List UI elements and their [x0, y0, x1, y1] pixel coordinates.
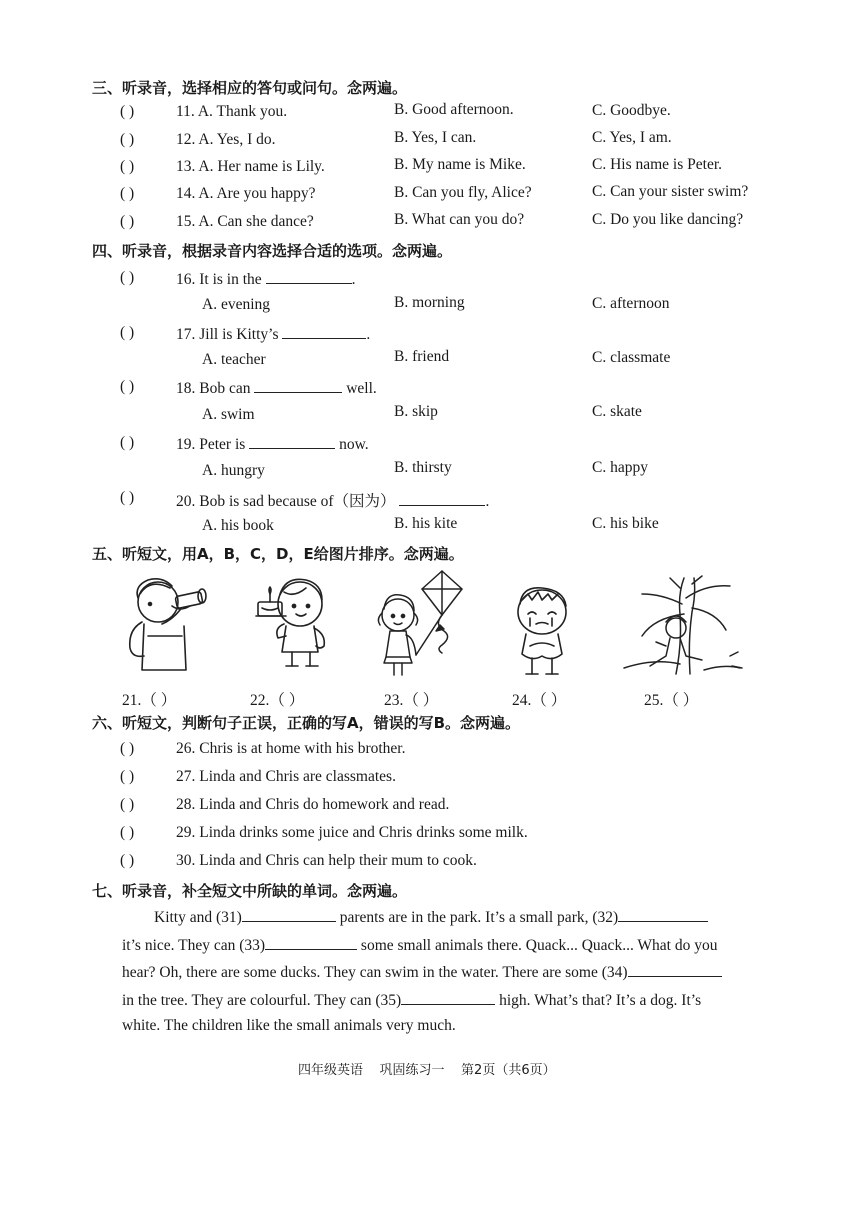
stem-end: .	[485, 493, 490, 510]
boy-sitting-under-tree-icon	[620, 574, 744, 678]
option-c: C. happy	[592, 459, 648, 476]
statement: 28. Linda and Chris do homework and read.	[176, 796, 450, 813]
option-a: A. evening	[202, 296, 271, 313]
answer-bracket[interactable]: ( )	[120, 269, 135, 286]
answer-blank[interactable]	[399, 491, 485, 506]
option-c: C. skate	[592, 403, 642, 420]
answer-bracket[interactable]: ( )	[120, 740, 135, 757]
option-a: A. his book	[202, 517, 274, 534]
option-a: 13. A. Her name is Lily.	[176, 158, 325, 175]
picture-label-25[interactable]: 25.（ ）	[644, 692, 699, 709]
answer-blank-33[interactable]	[265, 935, 357, 950]
passage-text: it’s nice. They can (33)	[122, 937, 266, 954]
stem-text: 18. Bob can	[176, 380, 251, 397]
option-a: 14. A. Are you happy?	[176, 185, 316, 202]
answer-blank[interactable]	[254, 378, 342, 393]
section-4-heading: 四、听录音，根据录音内容选择合适的选项。念两遍。	[92, 242, 453, 260]
statement: 27. Linda and Chris are classmates.	[176, 768, 396, 785]
stem-end: well.	[346, 380, 377, 397]
option-b: B. Can you fly, Alice?	[394, 184, 532, 201]
option-a: A. hungry	[202, 462, 265, 479]
answer-blank[interactable]	[249, 434, 335, 449]
answer-blank-31[interactable]	[242, 907, 336, 922]
option-a: 12. A. Yes, I do.	[176, 131, 276, 148]
girl-with-kite-icon	[372, 569, 472, 679]
stem-end: .	[351, 271, 356, 288]
passage-line-5: white. The children like the small animals very much.	[122, 1017, 456, 1034]
answer-bracket[interactable]: ( )	[120, 796, 135, 813]
statement: 30. Linda and Chris can help their mum to cook.	[176, 852, 477, 869]
passage-text: in the tree. They are colourful. They can (35)	[122, 992, 402, 1009]
answer-bracket[interactable]: ( )	[120, 489, 135, 506]
passage-line-1	[154, 907, 708, 927]
question-stem	[176, 324, 370, 344]
option-a: A. teacher	[202, 351, 266, 368]
option-c: C. his bike	[592, 515, 659, 532]
option-b: B. skip	[394, 403, 438, 420]
passage-text: parents are in the park. It’s a small park, (32)	[339, 909, 619, 926]
section-3-heading: 三、听录音，选择相应的答句或问句。念两遍。	[92, 79, 408, 97]
option-a: 15. A. Can she dance?	[176, 213, 314, 230]
section-5-heading: 五、听短文，用A，B，C，D，E给图片排序。念两遍。	[92, 545, 464, 563]
stem-text: 19. Peter is	[176, 436, 246, 453]
option-b: B. thirsty	[394, 459, 452, 476]
answer-bracket[interactable]: ( )	[120, 158, 135, 175]
option-c: C. classmate	[592, 349, 671, 366]
answer-bracket[interactable]: ( )	[120, 213, 135, 230]
answer-blank-32[interactable]	[618, 907, 708, 922]
stem-text: 16. It is in the	[176, 271, 262, 288]
option-a: A. swim	[202, 406, 255, 423]
stem-text: 17. Jill is Kitty’s	[176, 326, 279, 343]
answer-blank-34[interactable]	[628, 962, 722, 977]
answer-bracket[interactable]: ( )	[120, 824, 135, 841]
answer-blank[interactable]	[266, 269, 352, 284]
option-c: C. Goodbye.	[592, 102, 671, 119]
picture-label-24[interactable]: 24.（ ）	[512, 692, 567, 709]
passage-line-4	[122, 990, 701, 1010]
passage-text: high. What’s that? It’s a dog. It’s	[499, 992, 702, 1009]
option-c: C. Yes, I am.	[592, 129, 672, 146]
crying-boy-icon	[508, 586, 580, 678]
answer-bracket[interactable]: ( )	[120, 324, 135, 341]
option-c: C. Do you like dancing?	[592, 211, 744, 228]
section-7-heading: 七、听录音，补全短文中所缺的单词。念两遍。	[92, 882, 408, 900]
girl-with-cake-icon	[252, 578, 332, 672]
section-6-heading: 六、听短文，判断句子正误，正确的写A，错误的写B。念两遍。	[92, 714, 521, 732]
passage-line-3	[122, 962, 722, 982]
option-b: B. morning	[394, 294, 465, 311]
passage-text: some small animals there. Quack... Quack... What do you	[360, 937, 718, 954]
option-a: 11. A. Thank you.	[176, 103, 288, 120]
answer-blank-35[interactable]	[401, 990, 495, 1005]
answer-bracket[interactable]: ( )	[120, 434, 135, 451]
option-c: C. afternoon	[592, 295, 670, 312]
option-b: B. What can you do?	[394, 211, 525, 228]
option-b: B. Good afternoon.	[394, 101, 514, 118]
question-stem	[176, 269, 355, 289]
passage-text: Kitty and (31)	[154, 909, 242, 926]
picture-label-22[interactable]: 22.（ ）	[250, 692, 305, 709]
question-stem	[176, 434, 369, 454]
picture-label-21[interactable]: 21.（ ）	[122, 692, 177, 709]
page-footer: 四年级英语 巩固练习一 第2页（共6页）	[298, 1063, 556, 1078]
statement: 29. Linda drinks some juice and Chris drinks some milk.	[176, 824, 528, 841]
option-c: C. His name is Peter.	[592, 156, 723, 173]
passage-line-2	[122, 935, 717, 955]
question-stem	[176, 378, 377, 398]
stem-text: 20. Bob is sad because of（因为）	[176, 493, 396, 510]
answer-bracket[interactable]: ( )	[120, 131, 135, 148]
option-b: B. his kite	[394, 515, 458, 532]
answer-blank[interactable]	[282, 324, 366, 339]
option-b: B. Yes, I can.	[394, 129, 477, 146]
answer-bracket[interactable]: ( )	[120, 378, 135, 395]
answer-bracket[interactable]: ( )	[120, 103, 135, 120]
answer-bracket[interactable]: ( )	[120, 185, 135, 202]
stem-end: now.	[339, 436, 369, 453]
picture-label-23[interactable]: 23.（ ）	[384, 692, 439, 709]
answer-bracket[interactable]: ( )	[120, 768, 135, 785]
question-stem	[176, 489, 489, 511]
option-b: B. friend	[394, 348, 450, 365]
option-c: C. Can your sister swim?	[592, 183, 749, 200]
statement: 26. Chris is at home with his brother.	[176, 740, 406, 757]
answer-bracket[interactable]: ( )	[120, 852, 135, 869]
passage-text: hear? Oh, there are some ducks. They can swim in the water. There are some (34)	[122, 964, 628, 981]
stem-end: .	[366, 326, 371, 343]
boy-drinking-icon	[118, 574, 214, 674]
option-b: B. My name is Mike.	[394, 156, 526, 173]
